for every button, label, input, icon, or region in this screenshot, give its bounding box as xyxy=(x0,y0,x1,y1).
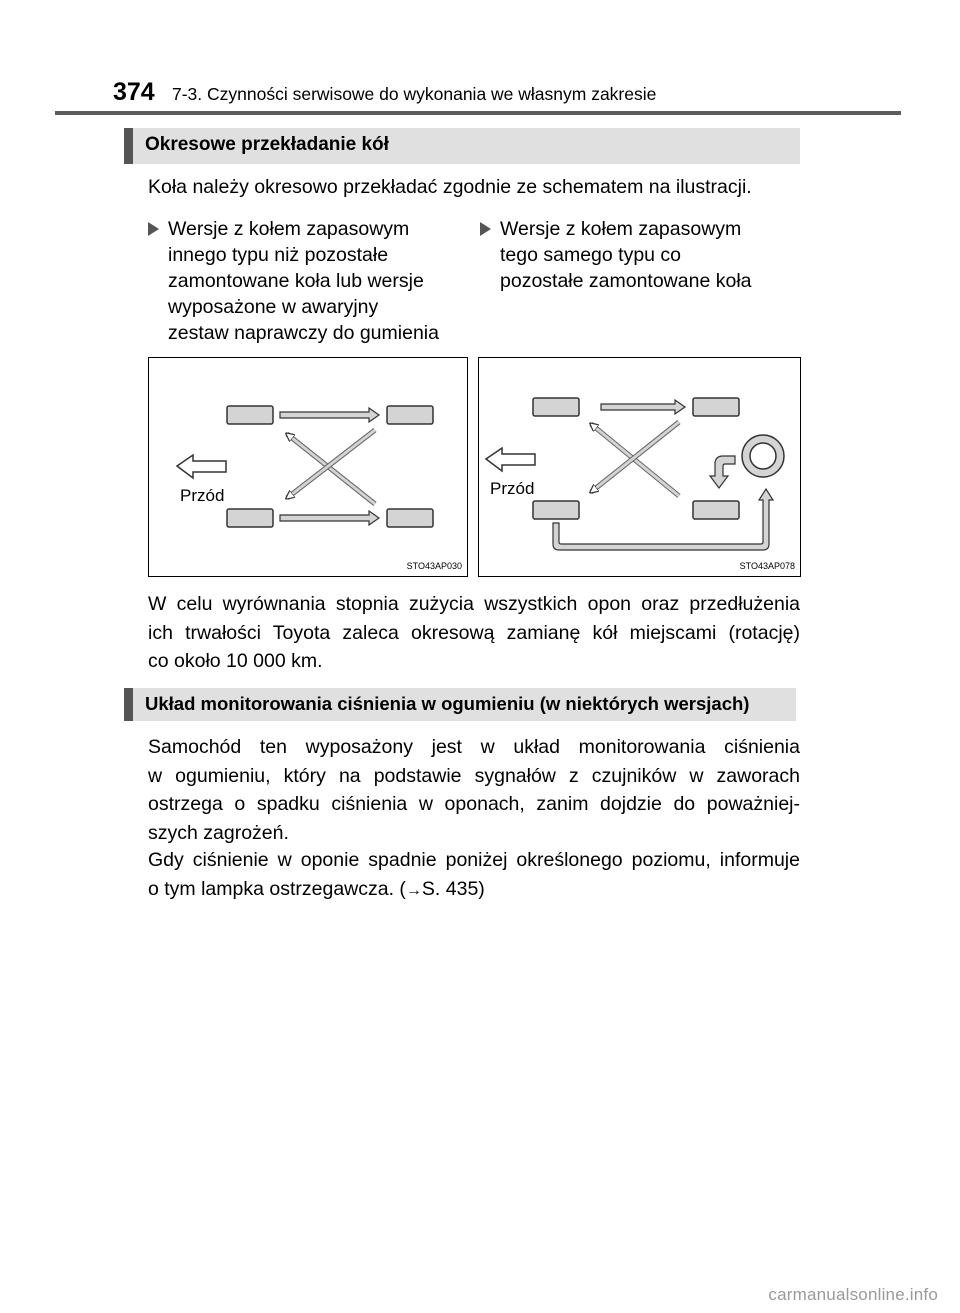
figure-code: STO43AP030 xyxy=(406,561,462,571)
arrow-spare-to-rear xyxy=(710,456,735,488)
section-heading-tpms: Układ monitorowania ciśnienia w ogumieniu (w niektórych wersjach) xyxy=(124,688,796,721)
arrow-front-to-spare xyxy=(553,489,773,550)
text-line: Gdy ciśnienie w oponie spadnie poniżej określonego poziomu, informuje xyxy=(148,849,800,871)
page-reference-arrow-icon: → xyxy=(405,881,422,899)
front-direction-arrow-icon xyxy=(486,448,535,471)
wheel-rear-left xyxy=(693,398,739,416)
header-rule xyxy=(55,111,901,115)
bullet-item-different-spare xyxy=(148,216,468,346)
wheel-rear-right xyxy=(387,509,433,527)
text-fragment: o tym lampka ostrzegawcza. ( xyxy=(148,877,406,900)
running-title: 7-3. Czynności serwisowe do wykonania we własnym zakresie xyxy=(172,84,657,104)
text-line: szych zagrożeń. xyxy=(148,821,289,844)
watermark: carmanualsonline.info xyxy=(768,1285,938,1304)
bullet-triangle-icon xyxy=(480,222,491,236)
wheel-rear-left xyxy=(387,406,433,424)
wheel-front-left xyxy=(533,398,579,416)
arrow-front-to-rear xyxy=(601,400,685,414)
text-line: Samochód ten wyposażony jest w układ monitorowania ciśnienia xyxy=(148,736,800,758)
rotation-recommendation-text xyxy=(148,590,800,676)
wheel-front-left xyxy=(227,406,273,424)
page-number: 374 xyxy=(113,78,155,106)
arrow-front-to-rear xyxy=(280,408,379,422)
section-heading-wheel-rotation: Okresowe przekładanie kół xyxy=(124,128,800,164)
wheel-rear-right xyxy=(693,501,739,519)
bullet-triangle-icon xyxy=(148,222,159,236)
page-reference-link[interactable]: S. 435) xyxy=(421,877,485,900)
figure-code: STO43AP078 xyxy=(739,561,795,571)
rotation-diagram-svg xyxy=(149,358,467,576)
tpms-warning-text xyxy=(148,846,800,905)
rotation-diagram-4-wheels xyxy=(148,357,468,577)
text-line: w ogumieniu, który na podstawie sygnałów z czujników w zaworach xyxy=(148,764,800,787)
arrow-front-to-rear xyxy=(280,511,379,525)
text-line: W celu wyrównania stopnia zużycia wszystkich opon oraz przedłużenia xyxy=(148,593,800,615)
front-direction-arrow-icon xyxy=(177,455,226,478)
wheel-front-right xyxy=(533,501,579,519)
text-line xyxy=(148,875,800,906)
front-label: Przód xyxy=(490,479,535,498)
bullet-text: Wersje z kołem zapasowym tego samego typu co pozostałe zamontowane koła xyxy=(500,218,752,292)
intro-text: Koła należy okresowo przekładać zgodnie ze schematem na ilustracji. xyxy=(148,176,752,198)
text-line: ich trwałości Toyota zaleca okresową zamianę kół miejscami (rotację) xyxy=(148,621,800,644)
bullet-item-same-spare xyxy=(480,216,800,294)
rotation-diagram-svg xyxy=(479,358,800,576)
text-line: ostrzega o spadku ciśnienia w oponach, zanim dojdzie do poważniej- xyxy=(148,793,800,815)
text-line: co około 10 000 km. xyxy=(148,650,323,672)
tpms-description-text xyxy=(148,733,800,847)
wheel-front-right xyxy=(227,509,273,527)
bullet-text: Wersje z kołem zapasowym innego typu niż pozostałe zamontowane koła lub wersje wyposażone w awaryjny zestaw naprawczy do gumienia xyxy=(168,218,439,344)
rotation-diagram-5-wheels xyxy=(478,357,801,577)
front-label: Przód xyxy=(180,486,225,505)
